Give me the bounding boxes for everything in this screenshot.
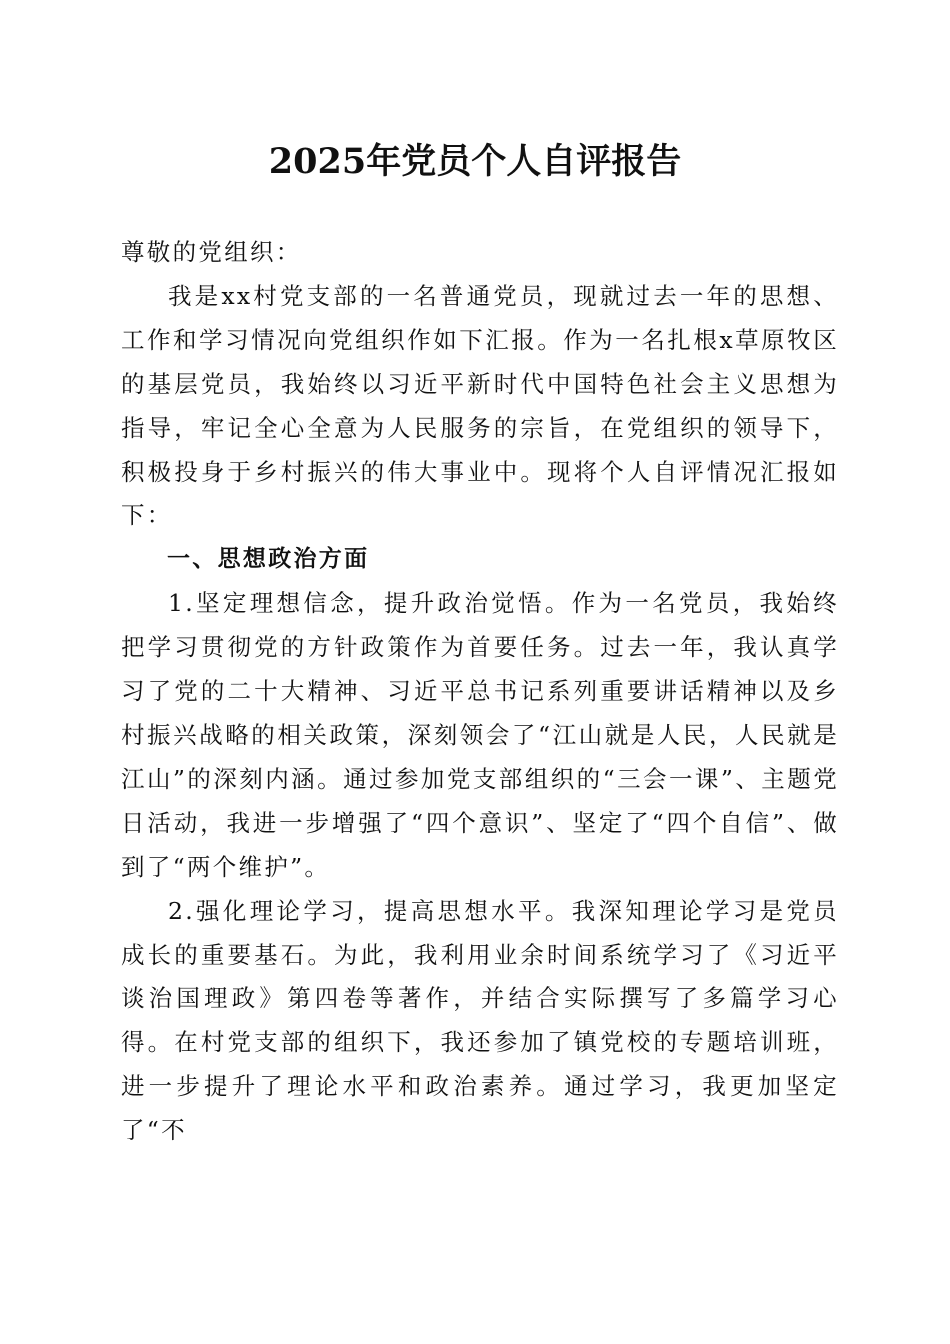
section-heading: 一、思想政治方面 <box>167 546 370 573</box>
document-title: 2025年党员个人自评报告 <box>268 141 682 182</box>
document-body <box>121 231 839 1153</box>
body-paragraph: 2.强化理论学习，提高思想水平。我深知理论学习是党员成长的重要基石。为此，我利用业余时间系统学习了《习近平谈治国理政》第四卷等著作，并结合实际撰写了多篇学习心得。在村党支部的组织下，我还参加了镇党校的专题培训班，进一步提升了理论水平和政治素养。通过学习，我更加坚定了“不 <box>121 896 839 1145</box>
body-paragraph: 1.坚定理想信念，提升政治觉悟。作为一名党员，我始终把学习贯彻党的方针政策作为首要任务。过去一年，我认真学习了党的二十大精神、习近平总书记系列重要讲话精神以及乡村振兴战略的相关政策，深刻领会了“江山就是人民，人民就是江山”的深刻内涵。通过参加党支部组织的“三会一课”、主题党日活动，我进一步增强了“四个意识”、坚定了“四个自信”、做到了“两个维护”。 <box>121 589 839 881</box>
salutation: 尊敬的党组织： <box>121 238 302 266</box>
intro-paragraph: 我是xx村党支部的一名普通党员，现就过去一年的思想、工作和学习情况向党组织作如下汇报。作为一名扎根x草原牧区的基层党员，我始终以习近平新时代中国特色社会主义思想为指导，牢记全心全意为人民服务的宗旨，在党组织的领导下，积极投身于乡村振兴的伟大事业中。现将个人自评情况汇报如下： <box>121 281 839 530</box>
